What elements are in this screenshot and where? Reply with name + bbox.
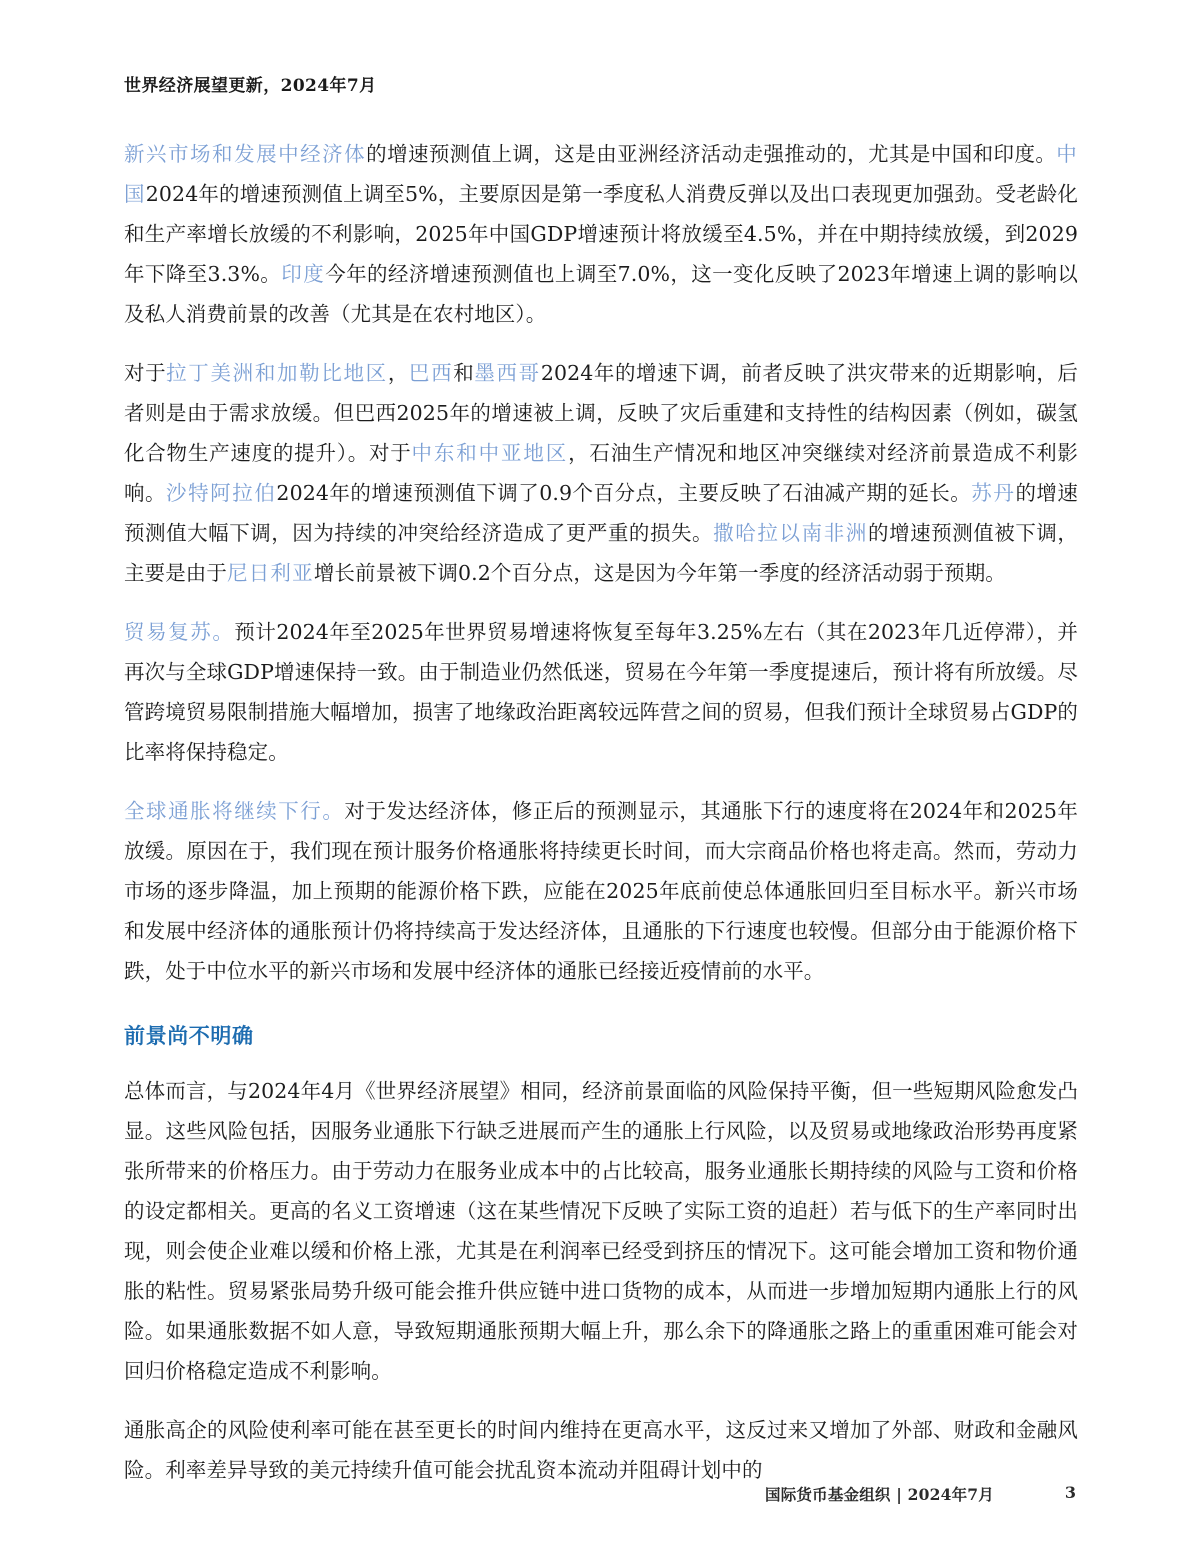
text-segment: 的增速预测值大幅下调，因为持续的冲突给经济造成了更严重的损失。 <box>124 481 1079 546</box>
highlight-saudi-arabia: 沙特阿拉伯 <box>165 481 277 506</box>
paragraph-global-inflation <box>124 791 1078 991</box>
running-head: 世界经济展望更新，2024年7月 <box>124 76 377 96</box>
text-segment: ， <box>387 361 409 386</box>
text-segment: ，石油生产情况和地区冲突继续对经济前景造成不利影响。 <box>124 441 1078 506</box>
highlight-global-inflation-leadin: 全球通胀将继续下行。 <box>124 799 345 824</box>
highlight-mexico: 墨西哥 <box>474 361 541 386</box>
paragraph-high-inflation-risk <box>124 1410 1078 1490</box>
text-segment: 2024年的增速预测值上调至5%，主要原因是第一季度私人消费反弹以及出口表现更加强劲。受老龄化和生产率增长放缓的不利影响，2025年中国GDP增速预计将放缓至4.5%，并在中期持续放缓，到2029年下降至3.3%。 <box>124 182 1079 287</box>
paragraph-emerging-markets <box>124 134 1078 334</box>
footer-page-number: 3 <box>1064 1483 1076 1502</box>
text-segment: 2024年的增速预测值下调了0.9个百分点，主要反映了石油减产期的延长。 <box>276 481 972 506</box>
page-content <box>124 0 1078 1490</box>
highlight-latin-america: 拉丁美洲和加勒比地区 <box>166 361 388 386</box>
footer-organization-date: 国际货币基金组织 | 2024年7月 <box>765 1485 994 1504</box>
highlight-sub-saharan-africa: 撒哈拉以南非洲 <box>713 521 869 546</box>
text-segment: 2024年的增速下调，前者反映了洪灾带来的近期影响，后者则是由于需求放缓。但巴西2025年的增速被上调，反映了灾后重建和支持性的结构因素（例如，碳氢化合物生产速度的提升）。对于 <box>124 361 1078 466</box>
highlight-emerging-markets: 新兴市场和发展中经济体 <box>124 142 367 167</box>
highlight-trade-recovery-leadin: 贸易复苏。 <box>124 620 235 645</box>
paragraph-latin-america-middle-east <box>124 353 1078 593</box>
text-segment: 的增速预测值被下调，主要是由于 <box>124 521 1078 586</box>
footer-inner <box>124 1483 1076 1507</box>
paragraph-trade-recovery <box>124 612 1078 772</box>
section-heading-uncertain-outlook: 前景尚不明确 <box>124 1024 254 1049</box>
text-segment: 和 <box>453 361 475 386</box>
text-segment: 预计2024年至2025年世界贸易增速将恢复至每年3.25%左右（其在2023年几近停滞），并再次与全球GDP增速保持一致。由于制造业仍然低迷，贸易在今年第一季度提速后，预计将有所放缓。尽管跨境贸易限制措施大幅增加，损害了地缘政治距离较远阵营之间的贸易，但我们预计全球贸易占GDP的比率将保持稳定。 <box>124 620 1079 765</box>
text-segment: 通胀高企的风险使利率可能在甚至更长的时间内维持在更高水平，这反过来又增加了外部、财政和金融风险。利率差异导致的美元持续升值可能会扰乱资本流动并阻碍计划中的 <box>124 1417 1078 1482</box>
highlight-sudan: 苏丹 <box>971 481 1016 506</box>
highlight-nigeria: 尼日利亚 <box>227 561 314 586</box>
highlight-middle-east-central-asia: 中东和中亚地区 <box>411 441 569 466</box>
text-segment: 对于发达经济体，修正后的预测显示，其通胀下行的速度将在2024年和2025年放缓。原因在于，我们现在预计服务价格通胀将持续更长时间，而大宗商品价格也将走高。然而，劳动力市场的逐步降温，加上预期的能源价格下跌，应能在2025年底前使总体通胀回归至目标水平。新兴市场和发展中经济体的通胀预计仍将持续高于发达经济体，且通胀的下行速度也较慢。但部分由于能源价格下跌，处于中位水平的新兴市场和发展中经济体的通胀已经接近疫情前的水平。 <box>124 799 1079 984</box>
text-segment: 总体而言，与2024年4月《世界经济展望》相同，经济前景面临的风险保持平衡，但一些短期风险愈发凸显。这些风险包括，因服务业通胀下行缺乏进展而产生的通胀上行风险，以及贸易或地缘政治形势再度紧张所带来的价格压力。由于劳动力在服务业成本中的占比较高，服务业通胀长期持续的风险与工资和价格的设定都相关。更高的名义工资增速（这在某些情况下反映了实际工资的追赶）若与低下的生产率同时出现，则会使企业难以缓和价格上涨，尤其是在利润率已经受到挤压的情况下。这可能会增加工资和物价通胀的粘性。贸易紧张局势升级可能会推升供应链中进口货物的成本，从而进一步增加短期内通胀上行的风险。如果通胀数据不如人意，导致短期通胀预期大幅上升，那么余下的降通胀之路上的重重困难可能会对回归价格稳定造成不利影响。 <box>124 1078 1078 1383</box>
paragraph-balanced-risks <box>124 1071 1078 1391</box>
text-segment: 增长前景被下调0.2个百分点，这是因为今年第一季度的经济活动弱于预期。 <box>313 561 1006 586</box>
text-segment: 对于 <box>124 361 167 386</box>
page-footer <box>124 1483 1076 1507</box>
text-segment: 的增速预测值上调，这是由亚洲经济活动走强推动的，尤其是中国和印度。 <box>366 142 1057 167</box>
highlight-china: 中国 <box>124 142 1078 207</box>
text-segment: 今年的经济增速预测值也上调至7.0%，这一变化反映了2023年增速上调的影响以及私人消费前景的改善（尤其是在农村地区）。 <box>124 262 1078 327</box>
highlight-india: 印度 <box>281 262 326 287</box>
highlight-brazil: 巴西 <box>408 361 454 386</box>
